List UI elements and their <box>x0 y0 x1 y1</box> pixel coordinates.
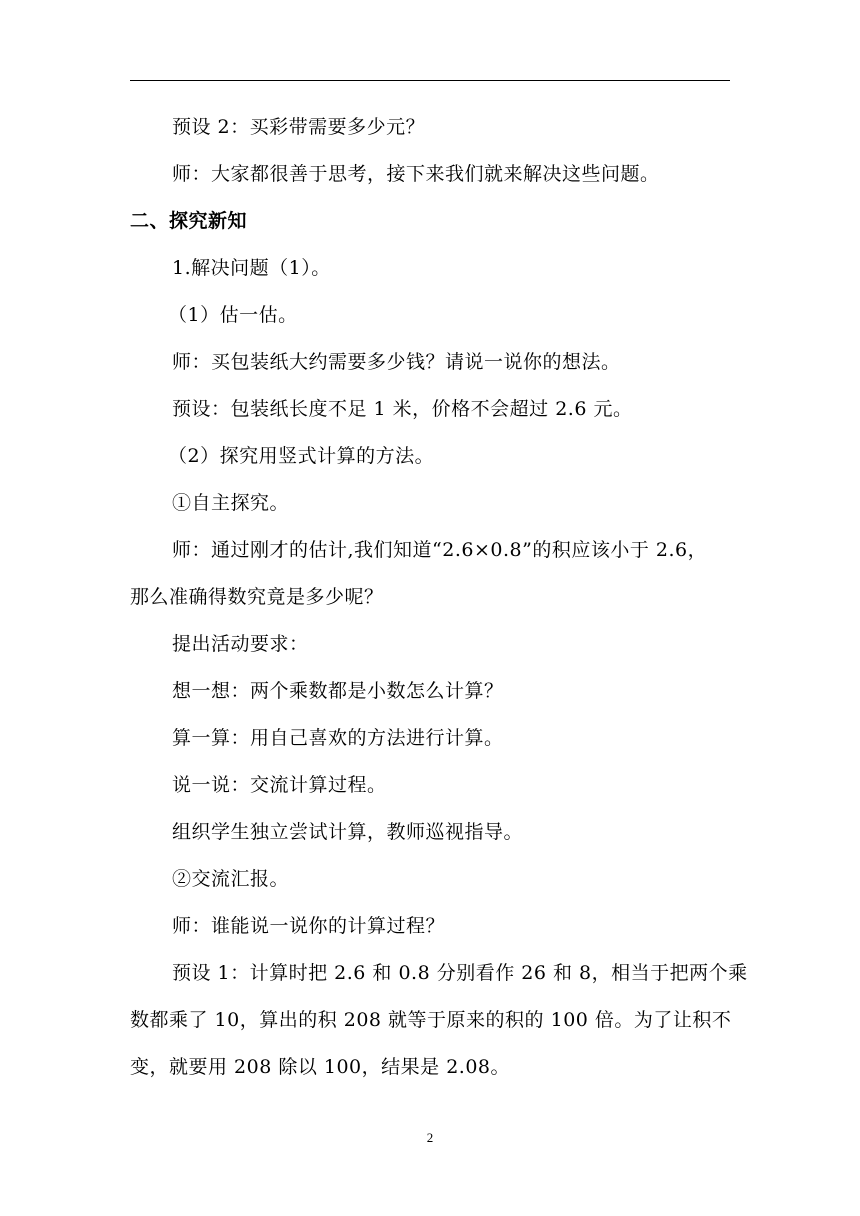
paragraph-line: 组织学生独立尝试计算，教师巡视指导。 <box>172 821 524 843</box>
paragraph-line: 预设：包装纸长度不足 1 米，价格不会超过 2.6 元。 <box>172 398 633 420</box>
paragraph-line: 想一想：两个乘数都是小数怎么计算？ <box>172 680 504 702</box>
paragraph-line: 师：大家都很善于思考，接下来我们就来解决这些问题。 <box>172 163 660 185</box>
header-rule <box>130 80 730 81</box>
paragraph-line: 师：通过刚才的估计,我们知道“2.6×0.8”的积应该小于 2.6， <box>172 539 708 561</box>
page-number: 2 <box>426 1130 434 1145</box>
paragraph-line: 预设 1：计算时把 2.6 和 0.8 分别看作 26 和 8，相当于把两个乘 <box>172 962 748 984</box>
paragraph-line: （2）探究用竖式计算的方法。 <box>168 445 435 467</box>
document-body <box>130 104 748 1091</box>
paragraph-line: 1.解决问题（1）。 <box>172 257 331 279</box>
paragraph-line: 说一说：交流计算过程。 <box>172 774 387 796</box>
section-heading: 二、探究新知 <box>130 210 248 232</box>
paragraph-line: 提出活动要求： <box>172 633 309 655</box>
paragraph-line: （1）估一估。 <box>168 304 298 326</box>
paragraph-line: ②交流汇报。 <box>172 868 290 890</box>
paragraph-line: 数都乘了 10，算出的积 208 就等于原来的积的 100 倍。为了让积不 <box>130 1009 732 1031</box>
paragraph-line: 算一算：用自己喜欢的方法进行计算。 <box>172 727 504 749</box>
paragraph-line: 师：买包装纸大约需要多少钱？请说一说你的想法。 <box>172 351 621 373</box>
paragraph-line: 变，就要用 208 除以 100，结果是 2.08。 <box>130 1056 510 1078</box>
paragraph-line: 那么准确得数究竟是多少呢？ <box>130 586 384 608</box>
paragraph-line: 师：谁能说一说你的计算过程？ <box>172 915 446 937</box>
paragraph-line: ①自主探究。 <box>172 492 290 514</box>
paragraph-line: 预设 2：买彩带需要多少元？ <box>172 116 426 138</box>
